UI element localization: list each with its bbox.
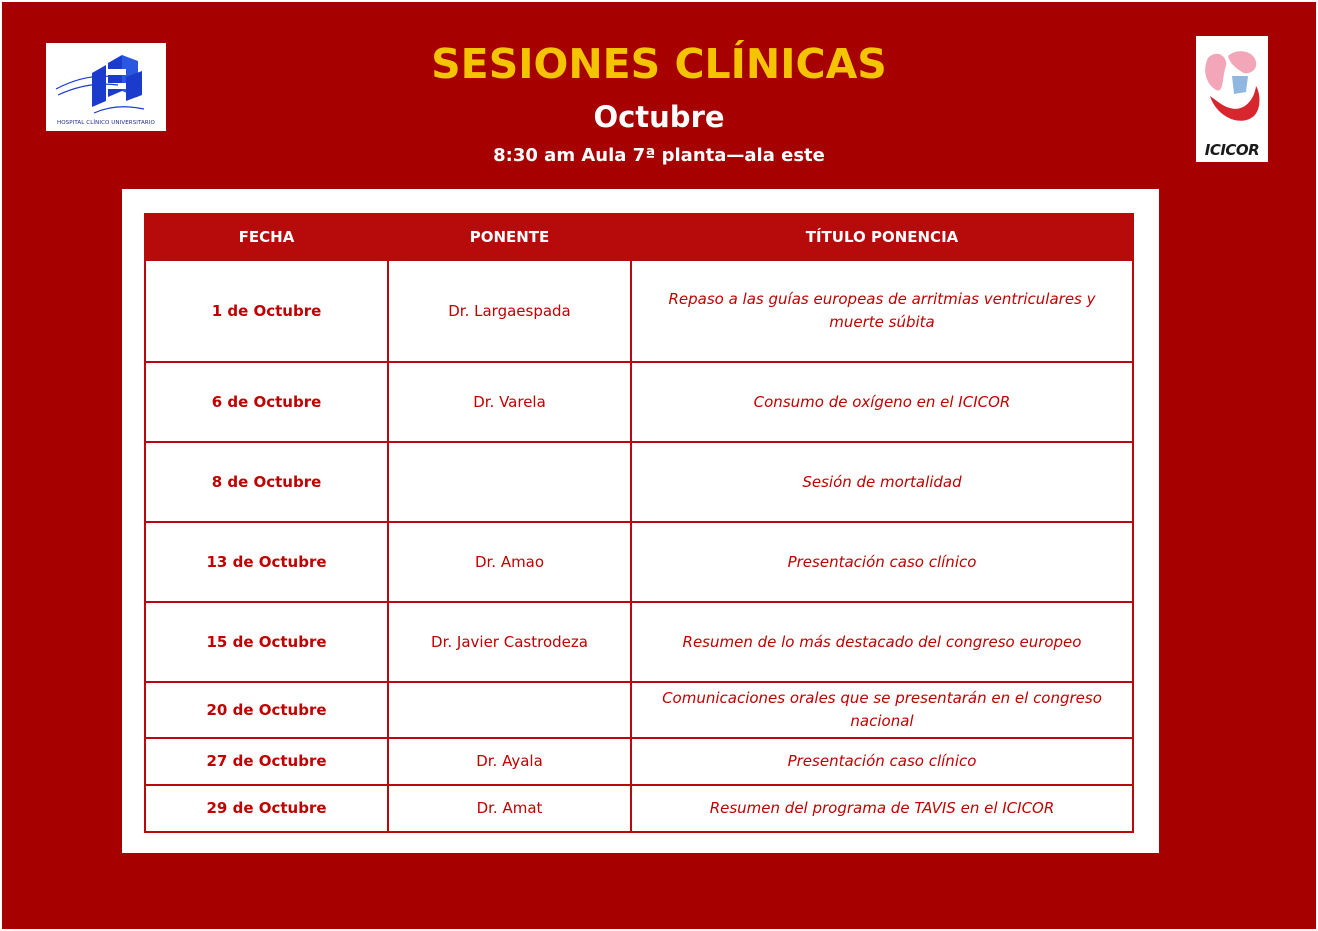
session-date: 20 de Octubre <box>145 682 388 738</box>
table-row <box>145 362 1133 442</box>
schedule-card <box>122 189 1159 853</box>
session-topic: Comunicaciones orales que se presentarán en el congreso nacional <box>631 682 1133 738</box>
session-topic: Presentación caso clínico <box>631 522 1133 602</box>
table-row <box>145 522 1133 602</box>
session-topic: Resumen del programa de TAVIS en el ICICOR <box>631 785 1133 832</box>
table-row <box>145 442 1133 522</box>
session-speaker <box>388 442 631 522</box>
table-row <box>145 602 1133 682</box>
session-topic: Sesión de mortalidad <box>631 442 1133 522</box>
session-topic: Presentación caso clínico <box>631 738 1133 785</box>
session-speaker: Dr. Ayala <box>388 738 631 785</box>
poster-background <box>2 2 1316 929</box>
poster-title: SESIONES CLÍNICAS <box>431 40 887 88</box>
session-date: 8 de Octubre <box>145 442 388 522</box>
table-row <box>145 260 1133 362</box>
sessions-table <box>144 213 1134 833</box>
session-date: 15 de Octubre <box>145 602 388 682</box>
session-date: 29 de Octubre <box>145 785 388 832</box>
time-location: 8:30 am Aula 7ª planta—ala este <box>493 145 825 166</box>
icicor-heart-icon <box>1196 36 1268 140</box>
hospital-logo-caption: HOSPITAL CLÍNICO UNIVERSITARIO <box>57 120 155 126</box>
table-row <box>145 785 1133 832</box>
column-header-speaker: PONENTE <box>388 214 631 260</box>
table-row <box>145 738 1133 785</box>
month-subtitle: Octubre <box>593 100 725 134</box>
session-date: 27 de Octubre <box>145 738 388 785</box>
table-header-row <box>145 214 1133 260</box>
session-speaker: Dr. Javier Castrodeza <box>388 602 631 682</box>
session-speaker <box>388 682 631 738</box>
icicor-logo-caption: ICICOR <box>1204 141 1260 159</box>
session-topic: Consumo de oxígeno en el ICICOR <box>631 362 1133 442</box>
session-date: 1 de Octubre <box>145 260 388 362</box>
session-date: 13 de Octubre <box>145 522 388 602</box>
column-header-date: FECHA <box>145 214 388 260</box>
session-speaker: Dr. Amat <box>388 785 631 832</box>
column-header-topic: TÍTULO PONENCIA <box>631 214 1133 260</box>
session-speaker: Dr. Varela <box>388 362 631 442</box>
session-speaker: Dr. Largaespada <box>388 260 631 362</box>
icicor-logo <box>1196 36 1268 162</box>
table-row <box>145 682 1133 738</box>
session-topic: Resumen de lo más destacado del congreso europeo <box>631 602 1133 682</box>
session-topic: Repaso a las guías europeas de arritmias ventriculares y muerte súbita <box>631 260 1133 362</box>
session-date: 6 de Octubre <box>145 362 388 442</box>
session-speaker: Dr. Amao <box>388 522 631 602</box>
